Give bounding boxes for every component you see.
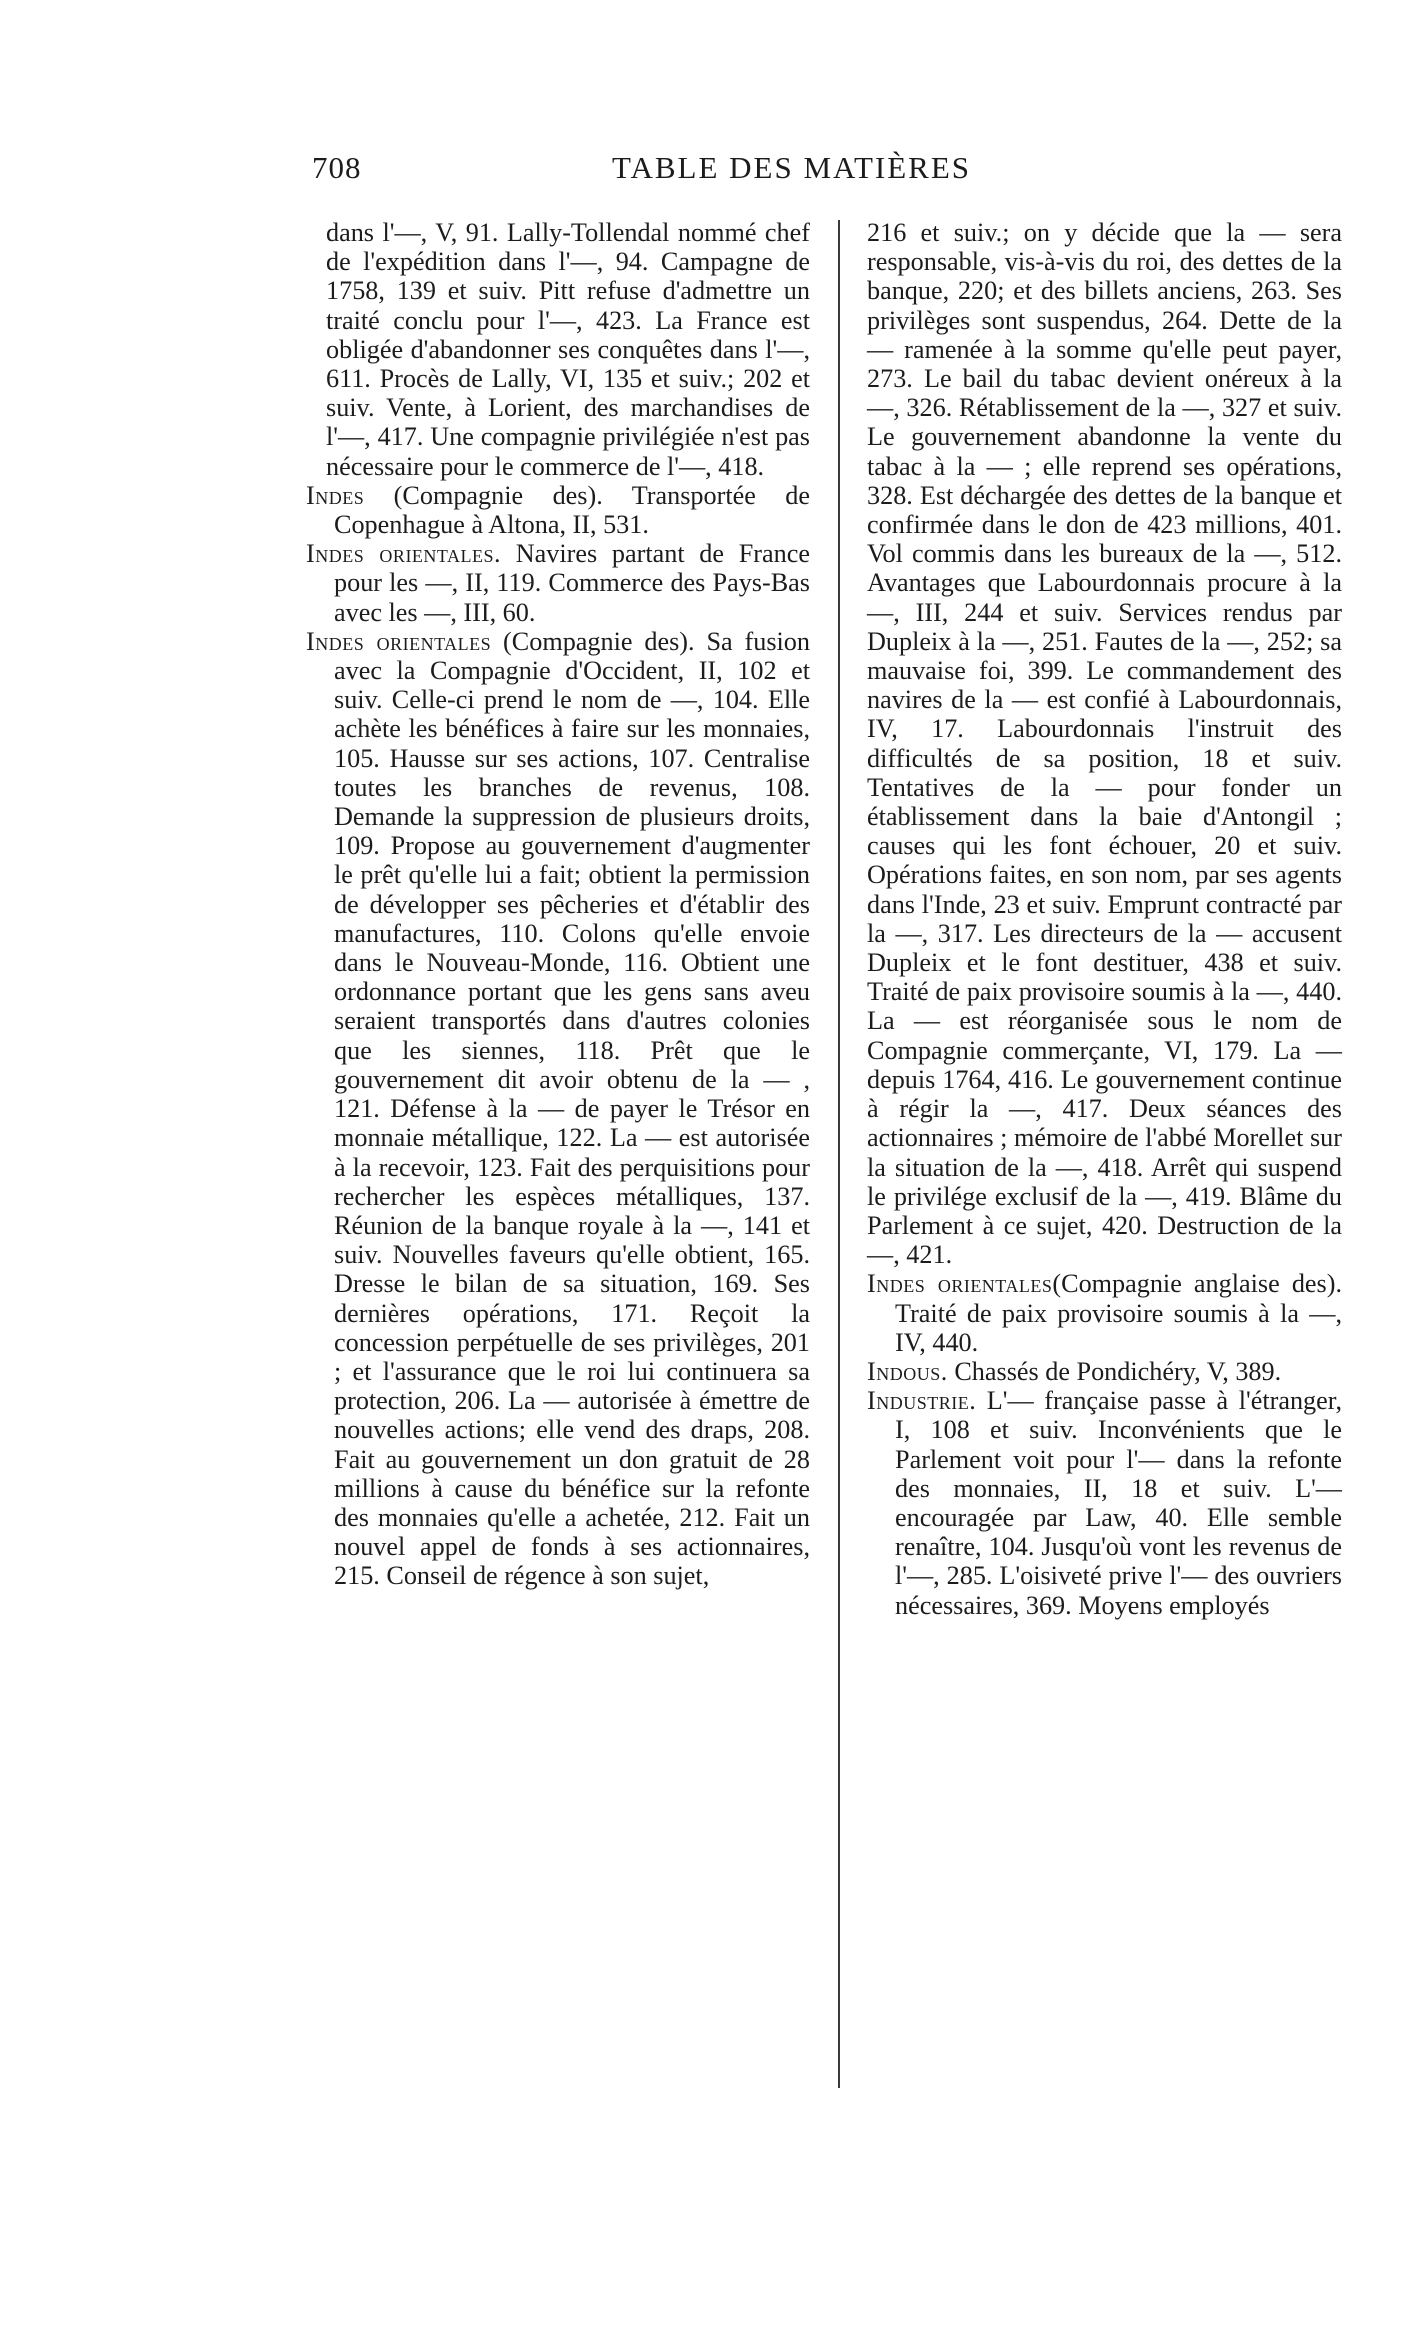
entry-text: (Compagnie des). Sa fusion avec la Compagnie d'Occident, II, 102 et suiv. Celle-ci prend le nom de —, 104. Elle achète les bénéfices à faire sur les monnaies, 105. Hausse sur ses actions, 107. Centralise toutes les branches de revenus, 108. Demande la suppression de plusieurs droits, 109. Propose au gouvernement d'augmenter le prêt qu'elle lui a fait; obtient la permission de développer ses pêcheries et d'établir des manufactures, 110. Colons qu'elle envoie dans le Nouveau-Monde, 116. Obtient une ordonnance portant que les gens sans aveu seraient transportés dans d'autres colonies que les siennes, 118. Prêt que le gouvernement dit avoir obtenu de la — , 121. Défense à la — de payer le Trésor en monnaie métallique, 122. La — est autorisée à la recevoir, 123. Fait des perquisitions pour rechercher les espèces métalliques, 137. Réunion de la banque royale à la —, 141 et suiv. Nouvelles faveurs qu'elle obtient, 165. Dresse le bilan de sa situation, 169. Ses dernières opérations, 171. Reçoit la concession perpétuelle de ses privilèges, 201 ; et l'assurance que le roi lui continuera sa protection, 206. La — autorisée à émettre de nouvelles actions; elle vend des draps, 208. Fait au gouvernement un don gratuit de 28 millions à cause du bénéfice sur la refonte des monnaies qu'elle a achetée, 212. Fait un nouvel appel de fonds à ses actionnaires, 215. Conseil de régence à son sujet,: [334, 626, 810, 1591]
entry-headword: Indes orientales: [306, 626, 492, 656]
entry-text: (Compagnie des). Transportée de Copenhague à Altona, II, 531.: [334, 480, 810, 540]
page-number: 708: [312, 150, 362, 185]
entry-headword: Indes orientales: [867, 1269, 1053, 1299]
entry-headword: Indes orientales.: [306, 539, 502, 569]
continuation-entry: [867, 218, 1342, 1269]
entry-text: dans l'—, V, 91. Lally-Tollendal nommé chef de l'expédition dans l'—, 94. Campagne de 1758, 139 et suiv. Pitt refuse d'admettre un traité conclu pour l'—, 423. La France est obligée d'abandonner ses conquêtes dans l'—, 611. Procès de Lally, VI, 135 et suiv.; 202 et suiv. Vente, à Lorient, des marchandises de l'—, 417. Une compagnie privilégiée n'est pas nécessaire pour le commerce de l'—, 418.: [326, 218, 810, 481]
entry-headword: Indous.: [867, 1356, 948, 1386]
entry-text: 216 et suiv.; on y décide que la — sera responsable, vis-à-vis du roi, des dettes de la banque, 220; et des billets anciens, 263. Ses privilèges sont suspendus, 264. Dette de la — ramenée à la somme qu'elle peut payer, 273. Le bail du tabac devient onéreux à la —, 326. Rétablissement de la —, 327 et suiv. Le gouvernement abandonne la vente du tabac à la — ; elle reprend ses opérations, 328. Est déchargée des dettes de la banque et confirmée dans le don de 423 millions, 401. Vol commis dans les bureaux de la —, 512. Avantages que Labourdonnais procure à la —, III, 244 et suiv. Services rendus par Dupleix à la —, 251. Fautes de la —, 252; sa mauvaise foi, 399. Le commandement des navires de la — est confié à Labourdonnais, IV, 17. Labourdonnais l'instruit des difficultés de sa position, 18 et suiv. Tentatives de la — pour fonder un établissement dans la baie d'Antongil ; causes qui les font échouer, 20 et suiv. Opérations faites, en son nom, par ses agents dans l'Inde, 23 et suiv. Emprunt contracté par la —, 317. Les directeurs de la — accusent Dupleix et le font destituer, 438 et suiv. Traité de paix provisoire soumis à la —, 440. La — est réorganisée sous le nom de Compagnie commerçante, VI, 179. La — depuis 1764, 416. Le gouvernement continue à régir la —, 417. Deux séances des actionnaires ; mémoire de l'abbé Morellet sur la situation de la —, 418. Arrêt qui suspend le privilége exclusif de la —, 419. Blâme du Parlement à ce sujet, 420. Destruction de la —, 421.: [867, 218, 1342, 1270]
right-column: [867, 218, 1342, 1620]
entry-text: (Compagnie anglaise des). Traité de paix provisoire soumis à la —, IV, 440.: [895, 1269, 1342, 1357]
index-entry: [867, 1386, 1342, 1620]
left-column: [306, 218, 810, 1591]
index-entry: [867, 1357, 1342, 1386]
page-header: [312, 150, 1052, 194]
entry-headword: Industrie.: [867, 1386, 977, 1416]
continuation-entry: [306, 218, 810, 481]
running-title: TABLE DES MATIÈRES: [612, 150, 972, 185]
column-divider: [838, 220, 840, 2088]
index-entry: [867, 1269, 1342, 1357]
index-entry: [306, 481, 810, 539]
entry-headword: Indes: [306, 480, 365, 510]
entry-text: Navires partant de France pour les —, II, 119. Commerce des Pays-Bas avec les —, III, 60.: [334, 539, 810, 627]
index-entry: [306, 539, 810, 627]
entry-text: L'— française passe à l'étranger, I, 108 et suiv. Inconvénients que le Parlement voit pour l'— dans la refonte des monnaies, II, 18 et suiv. L'— encouragée par Law, 40. Elle semble renaître, 104. Jusqu'où vont les revenus de l'—, 285. L'oisiveté prive l'— des ouvriers nécessaires, 369. Moyens employés: [895, 1386, 1342, 1620]
entry-text: Chassés de Pondichéry, V, 389.: [947, 1356, 1282, 1386]
index-entry: [306, 627, 810, 1591]
